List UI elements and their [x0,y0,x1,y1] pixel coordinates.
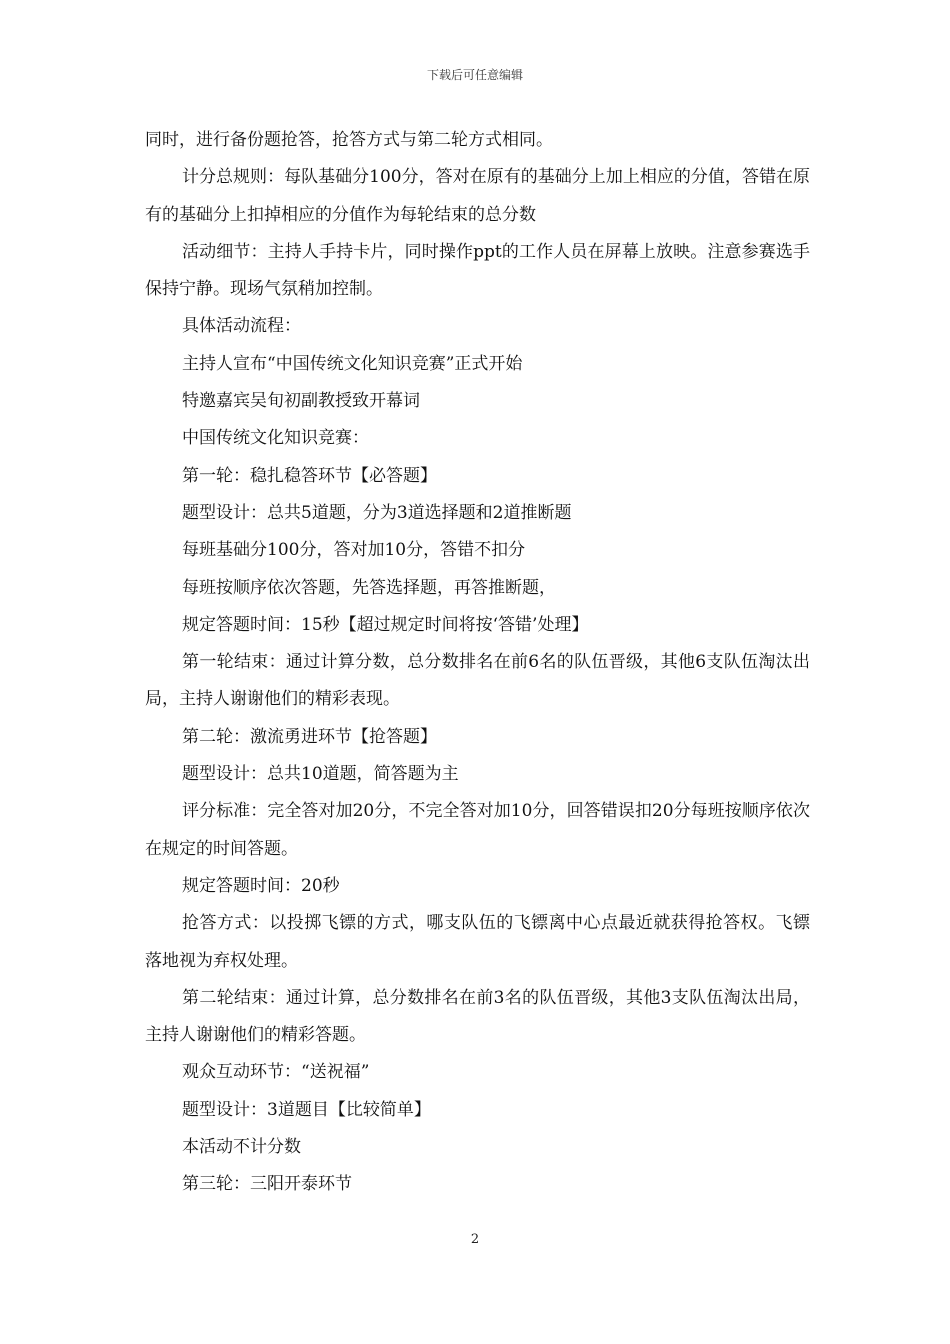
page-header: 下载后可任意编辑 [426,68,523,82]
paragraph-9: 每班基础分100分，答对加10分，答错不扣分 [182,540,526,561]
paragraph-0: 同时，进行备份题抢答，抢答方式与第二轮方式相同。 [145,130,553,150]
paragraph-12: 第一轮结束：通过计算分数，总分数排名在前6名的队伍晋级，其他6支队伍淘汰出局，主持人谢谢他们的精彩表现。 [145,652,810,710]
paragraph-14: 题型设计：总共10道题，简答题为主 [182,764,459,785]
paragraph-11: 规定答题时间：15秒【超过规定时间将按‘答错’处理】 [182,614,589,635]
document-body [145,122,810,1204]
paragraph-15: 评分标准：完全答对加20分，不完全答对加10分，回答错误扣20分每班按顺序依次在规定的时间答题。 [145,801,810,859]
paragraph-4: 主持人宣布“中国传统文化知识竞赛”正式开始 [182,353,523,374]
paragraph-21: 本活动不计分数 [182,1137,301,1158]
paragraph-7: 第一轮：稳扎稳答环节【必答题】 [182,465,437,486]
paragraph-13: 第二轮：激流勇进环节【抢答题】 [182,726,437,747]
paragraph-1: 计分总规则：每队基础分100分，答对在原有的基础分上加上相应的分值，答错在原有的基础分上扣掉相应的分值作为每轮结束的总分数 [145,167,810,225]
paragraph-8: 题型设计：总共5道题，分为3道选择题和2道推断题 [182,502,572,523]
paragraph-20: 题型设计：3道题目【比较简单】 [182,1099,431,1120]
page-number: 2 [470,1232,480,1247]
paragraph-16: 规定答题时间：20秒 [182,875,340,896]
paragraph-2: 活动细节：主持人手持卡片，同时操作ppt的工作人员在屏幕上放映。注意参赛选手保持宁静。现场气氛稍加控制。 [145,241,810,300]
paragraph-5: 特邀嘉宾吴旬初副教授致开幕词 [182,391,420,412]
paragraph-6: 中国传统文化知识竞赛： [182,428,369,449]
paragraph-3: 具体活动流程： [182,316,301,337]
paragraph-18: 第二轮结束：通过计算，总分数排名在前3名的队伍晋级，其他3支队伍淘汰出局，主持人谢谢他们的精彩答题。 [145,987,810,1046]
paragraph-10: 每班按顺序依次答题，先答选择题，再答推断题， [182,577,556,598]
paragraph-22: 第三轮：三阳开泰环节 [182,1174,352,1195]
paragraph-17: 抢答方式：以投掷飞镖的方式，哪支队伍的飞镖离中心点最近就获得抢答权。飞镖落地视为弃权处理。 [145,913,810,971]
paragraph-19: 观众互动环节：“送祝福” [182,1062,370,1083]
